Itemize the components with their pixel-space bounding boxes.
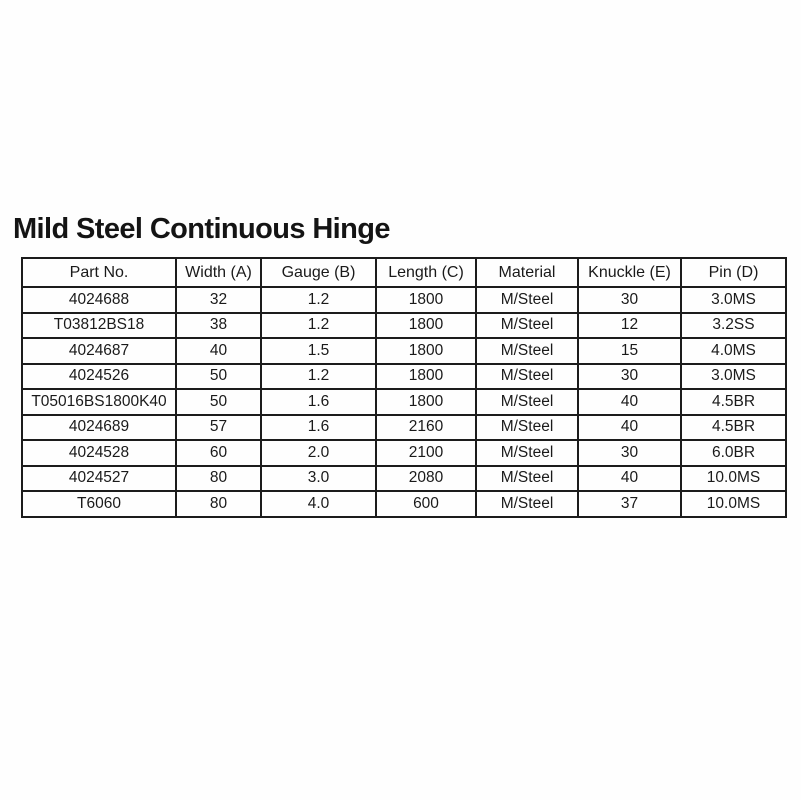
cell-gauge: 1.5 [261, 338, 376, 364]
column-header-pin: Pin (D) [681, 258, 786, 287]
cell-width: 50 [176, 389, 261, 415]
cell-part-no: 4024527 [22, 466, 176, 492]
cell-length: 1800 [376, 338, 476, 364]
cell-width: 80 [176, 466, 261, 492]
cell-material: M/Steel [476, 364, 578, 390]
cell-pin: 4.5BR [681, 389, 786, 415]
cell-length: 2080 [376, 466, 476, 492]
cell-part-no: 4024528 [22, 440, 176, 466]
cell-part-no: 4024688 [22, 287, 176, 313]
column-header-knuckle: Knuckle (E) [578, 258, 681, 287]
table-row [22, 466, 786, 492]
cell-knuckle: 15 [578, 338, 681, 364]
cell-length: 1800 [376, 313, 476, 339]
cell-pin: 10.0MS [681, 491, 786, 517]
table-row [22, 338, 786, 364]
cell-length: 1800 [376, 287, 476, 313]
cell-length: 1800 [376, 389, 476, 415]
table-row [22, 364, 786, 390]
cell-width: 32 [176, 287, 261, 313]
header-row [22, 258, 786, 287]
cell-part-no: 4024689 [22, 415, 176, 441]
column-header-gauge: Gauge (B) [261, 258, 376, 287]
hinge-spec-table [21, 257, 787, 518]
table-row [22, 313, 786, 339]
cell-length: 2160 [376, 415, 476, 441]
table-row [22, 491, 786, 517]
cell-gauge: 1.2 [261, 287, 376, 313]
column-header-length: Length (C) [376, 258, 476, 287]
cell-part-no: 4024526 [22, 364, 176, 390]
cell-material: M/Steel [476, 287, 578, 313]
table-row [22, 415, 786, 441]
cell-gauge: 1.6 [261, 415, 376, 441]
column-header-part-no: Part No. [22, 258, 176, 287]
table-row [22, 440, 786, 466]
cell-pin: 4.5BR [681, 415, 786, 441]
cell-pin: 6.0BR [681, 440, 786, 466]
cell-pin: 3.0MS [681, 287, 786, 313]
cell-width: 57 [176, 415, 261, 441]
table-row [22, 287, 786, 313]
cell-pin: 4.0MS [681, 338, 786, 364]
cell-knuckle: 30 [578, 364, 681, 390]
cell-gauge: 1.6 [261, 389, 376, 415]
cell-width: 38 [176, 313, 261, 339]
cell-pin: 10.0MS [681, 466, 786, 492]
cell-part-no: T05016BS1800K40 [22, 389, 176, 415]
cell-length: 1800 [376, 364, 476, 390]
cell-material: M/Steel [476, 440, 578, 466]
cell-length: 2100 [376, 440, 476, 466]
cell-width: 40 [176, 338, 261, 364]
cell-material: M/Steel [476, 466, 578, 492]
table-row [22, 389, 786, 415]
cell-knuckle: 12 [578, 313, 681, 339]
cell-part-no: T03812BS18 [22, 313, 176, 339]
cell-knuckle: 40 [578, 466, 681, 492]
cell-length: 600 [376, 491, 476, 517]
cell-knuckle: 37 [578, 491, 681, 517]
cell-material: M/Steel [476, 491, 578, 517]
cell-width: 80 [176, 491, 261, 517]
cell-width: 60 [176, 440, 261, 466]
cell-pin: 3.0MS [681, 364, 786, 390]
cell-knuckle: 40 [578, 389, 681, 415]
cell-knuckle: 30 [578, 287, 681, 313]
cell-gauge: 1.2 [261, 364, 376, 390]
column-header-width: Width (A) [176, 258, 261, 287]
column-header-material: Material [476, 258, 578, 287]
cell-part-no: T6060 [22, 491, 176, 517]
cell-gauge: 1.2 [261, 313, 376, 339]
cell-material: M/Steel [476, 338, 578, 364]
cell-material: M/Steel [476, 415, 578, 441]
cell-width: 50 [176, 364, 261, 390]
cell-material: M/Steel [476, 313, 578, 339]
cell-gauge: 4.0 [261, 491, 376, 517]
cell-part-no: 4024687 [22, 338, 176, 364]
page-title: Mild Steel Continuous Hinge [13, 213, 390, 245]
cell-material: M/Steel [476, 389, 578, 415]
cell-gauge: 2.0 [261, 440, 376, 466]
cell-knuckle: 30 [578, 440, 681, 466]
cell-knuckle: 40 [578, 415, 681, 441]
cell-gauge: 3.0 [261, 466, 376, 492]
cell-pin: 3.2SS [681, 313, 786, 339]
